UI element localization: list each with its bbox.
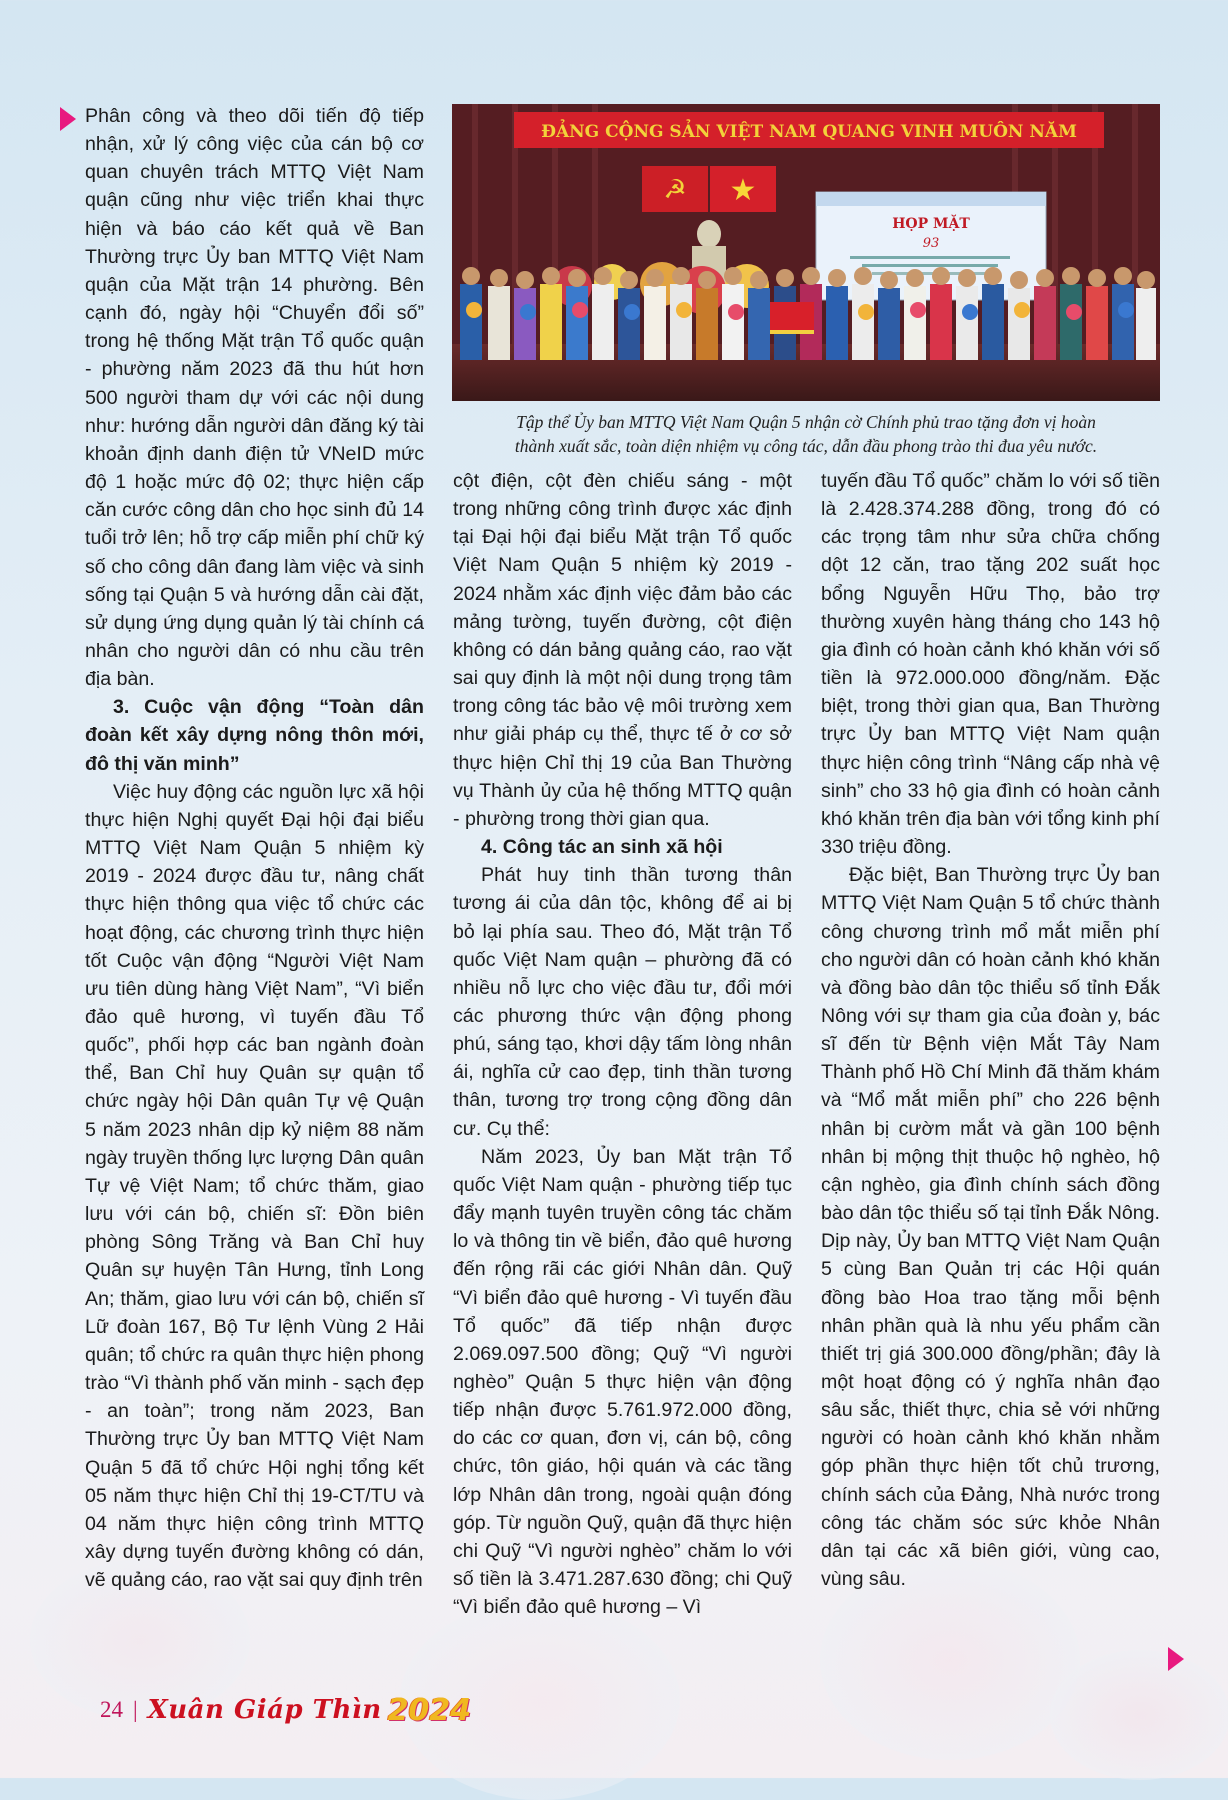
paragraph: cột điện, cột đèn chiếu sáng - một trong những công trình được xác định tại Đại hội đại biểu Mặt trận Tổ quốc Việt Nam Quận 5 nhiệm kỳ 2019 - 2024 nhằm xác định việc đảm bảo các mảng tường, tuyến đường, cột điện không có dán bảng quảng cáo, rao vặt sai quy định là một nội dung trọng tâm trong công tác bảo vệ môi trường xem như giải pháp cụ thể, thực tế ở cơ sở thực hiện Chỉ thị 19 của Ban Thường vụ Thành ủy của hệ thống MTTQ quận - phường trong thời gian qua. [453,470,792,830]
caption-line-1: Tập thể Ủy ban MTTQ Việt Nam Quận 5 nhận cờ Chính phủ trao tặng đơn vị hoàn [516,412,1096,432]
continue-marker-icon [1168,1647,1184,1671]
paragraph: Việc huy động các nguồn lực xã hội thực hiện Nghị quyết Đại hội đại biểu MTTQ Việt Nam Quận 5 nhiệm kỳ 2019 - 2024 được đầu tư, nâng chất thực hiện thông qua việc tổ chức các hoạt động, các chương trình thực hiện tốt Cuộc vận động “Người Việt Nam ưu tiên dùng hàng Việt Nam”, “Vì biển đảo quê hương, vì tuyến đầu Tổ quốc”, phối hợp các ban ngành đoàn thể, Ban Chỉ huy Quân sự quận tổ chức ngày hội Dân quân Tự vệ Quận 5 năm 2023 nhân dịp kỷ niệm 88 năm ngày truyền thống lực lượng Dân quân Tự vệ Việt Nam; tổ chức thăm, giao lưu với cán bộ, chiến sĩ: Đồn biên phòng Sông Trăng và Ban Chỉ huy Quân sự huyện Tân Hưng, tỉnh Long An; thăm, giao lưu với cán bộ, chiến sĩ Lữ đoàn 167, Bộ Tư lệnh Vùng 2 Hải quân; tổ chức ra quân thực hiện phong trào “Vì thành phố văn minh - sạch đẹp - an toàn”; trong năm 2023, Ban Thường trực Ủy ban MTTQ Việt Nam Quận 5 đã tổ chức Hội nghị tổng kết 05 năm thực hiện Chỉ thị 19-CT/TU và 04 năm thực hiện công trình MTTQ xây dựng tuyến đường không có dán, vẽ quảng cáo, rao vặt sai quy định trên [85,780,424,1592]
article-column-1 [85,102,424,1594]
screen-title: HỌP MẶT [892,216,970,232]
screen-number: 93 [922,236,940,251]
svg-text:★: ★ [729,173,757,208]
banner-text: ĐẢNG CỘNG SẢN VIỆT NAM QUANG VINH MUÔN NĂM [541,122,1077,142]
event-photo [452,104,1160,401]
paragraph: Đặc biệt, Ban Thường trực Ủy ban MTTQ Việt Nam Quận 5 tổ chức thành công chương trình mổ mắt miễn phí cho người dân có hoàn cảnh khó khăn và đồng bào dân tộc thiểu số tỉnh Đắk Nông với sự tham gia của đoàn y, bác sĩ đến từ Bệnh viện Mắt Tây Nam Thành phố Hồ Chí Minh đã thăm khám và “Mổ mắt miễn phí” cho 226 bệnh nhân bị cườm mắt và gần 100 bệnh nhân bị mộng thịt thuộc hộ nghèo, hộ cận nghèo, gia đình chính sách đồng bào dân tộc thiểu số tại tỉnh Đắk Nông. Dịp này, Ủy ban MTTQ Việt Nam Quận 5 cùng Ban Quản trị các Hội quán đồng bào Hoa trao tặng mỗi bệnh nhân phần quà là nhu yếu phẩm cần thiết trị giá 300.000 đồng/phần; đây là một hoạt động có ý nghĩa nhân đạo sâu sắc, thiết thực, chia sẻ với những người có hoàn cảnh khó khăn nhằm góp phần thực hiện tốt chủ trương, chính sách của Đảng, Nhà nước trong công tác chăm sóc sức khỏe Nhân dân tại các xã biên giới, vùng cao, vùng sâu. [821,864,1160,1591]
caption-line-2: thành xuất sắc, toàn diện nhiệm vụ công tác, dẫn đầu phong trào thi đua yêu nước. [514,436,1098,456]
magazine-title: Xuân Giáp Thìn [147,1695,382,1725]
paragraph-start-marker-icon [60,107,76,131]
paragraph: Phát huy tinh thần tương thân tương ái của dân tộc, không để ai bị bỏ lại phía sau. Theo đó, Mặt trận Tổ quốc Việt Nam quận – phường đã có nhiều nỗ lực cho việc đầu tư, đổi mới các phương thức vận động phong phú, sáng tạo, khơi dậy tấm lòng nhân ái, nghĩa cử cao đẹp, tinh thần tương thân, tương trợ trong cộng đồng dân cư. Cụ thể: [453,864,792,1140]
paragraph: Phân công và theo dõi tiến độ tiếp nhận, xử lý công việc của cán bộ cơ quan chuyên trách MTTQ Việt Nam quận cũng như việc triển khai thực hiện và báo cáo kết quả về Ban Thường trực Ủy ban MTTQ Việt Nam quận của Mặt trận 14 phường. Bên cạnh đó, ngày hội “Chuyển đổi số” trong hệ thống Mặt trận Tổ quốc quận - phường năm 2023 đã thu hút hơn 500 người tham dự với các nội dung như: hướng dẫn người dân đăng ký tài khoản định danh điện tử VNeID mức độ 1 hoặc mức độ 02; thực hiện cấp căn cước công dân cho học sinh đủ 14 tuổi trở lên; hỗ trợ cấp miễn phí chữ ký số cho công dân đang làm việc và sinh sống tại Quận 5 và hướng dẫn cài đặt, sử dụng ứng dụng quản lý tài chính cá nhân cho người dân có nhu cầu trên địa bàn. [85,105,424,691]
paragraph: tuyến đầu Tổ quốc” chăm lo với số tiền là 2.428.374.288 đồng, trong đó có các trọng tâm như sửa chữa chống dột 12 căn, trao tặng 202 suất học bổng Nguyễn Hữu Thọ, bảo trợ thường xuyên hàng tháng cho 143 hộ gia đình có hoàn cảnh khó khăn với số tiền là 972.000.000 đồng/năm. Đặc biệt, trong thời gian qua, Ban Thường trực Ủy ban MTTQ Việt Nam quận thực hiện công trình “Nâng cấp nhà vệ sinh” cho 33 hộ gia đình có hoàn cảnh khó khăn trên địa bàn với tổng kinh phí 330 triệu đồng. [821,470,1160,859]
magazine-year: 2024 [387,1692,472,1728]
page-number: 24 [100,1697,123,1722]
article-column-3 [821,467,1160,1593]
section-heading-4: 4. Công tác an sinh xã hội [481,836,723,859]
section-heading-3: 3. Cuộc vận động “Toàn dân đoàn kết xây dựng nông thôn mới, đô thị văn minh” [85,696,424,775]
event-photo-illustration [452,104,1160,401]
article-column-2 [453,467,792,1621]
photo-caption [440,410,1172,458]
footer-separator: | [133,1697,138,1722]
paragraph: Năm 2023, Ủy ban Mặt trận Tổ quốc Việt Nam quận - phường tiếp tục đẩy mạnh tuyên truyền công tác chăm lo và thông tin về biển, đảo quê hương đến rộng rãi các giới Nhân dân. Quỹ “Vì biển đảo quê hương - Vì tuyến đầu Tổ quốc” đã tiếp nhận được 2.069.097.500 đồng; Quỹ “Vì người nghèo” Quận 5 thực hiện vận động tiếp nhận được 5.761.972.000 đồng, do các cơ quan, đơn vị, cán bộ, công chức, tôn giáo, hội quán và các tầng lớp Nhân dân trong, ngoài quận đóng góp. Từ nguồn Quỹ, quận đã thực hiện chi Quỹ “Vì người nghèo” chăm lo với số tiền là 3.471.287.630 đồng; chi Quỹ “Vì biển đảo quê hương – Vì [453,1145,792,1619]
page-footer [100,1690,471,1730]
background-petal [1050,1650,1228,1780]
svg-text:☭: ☭ [663,175,687,205]
